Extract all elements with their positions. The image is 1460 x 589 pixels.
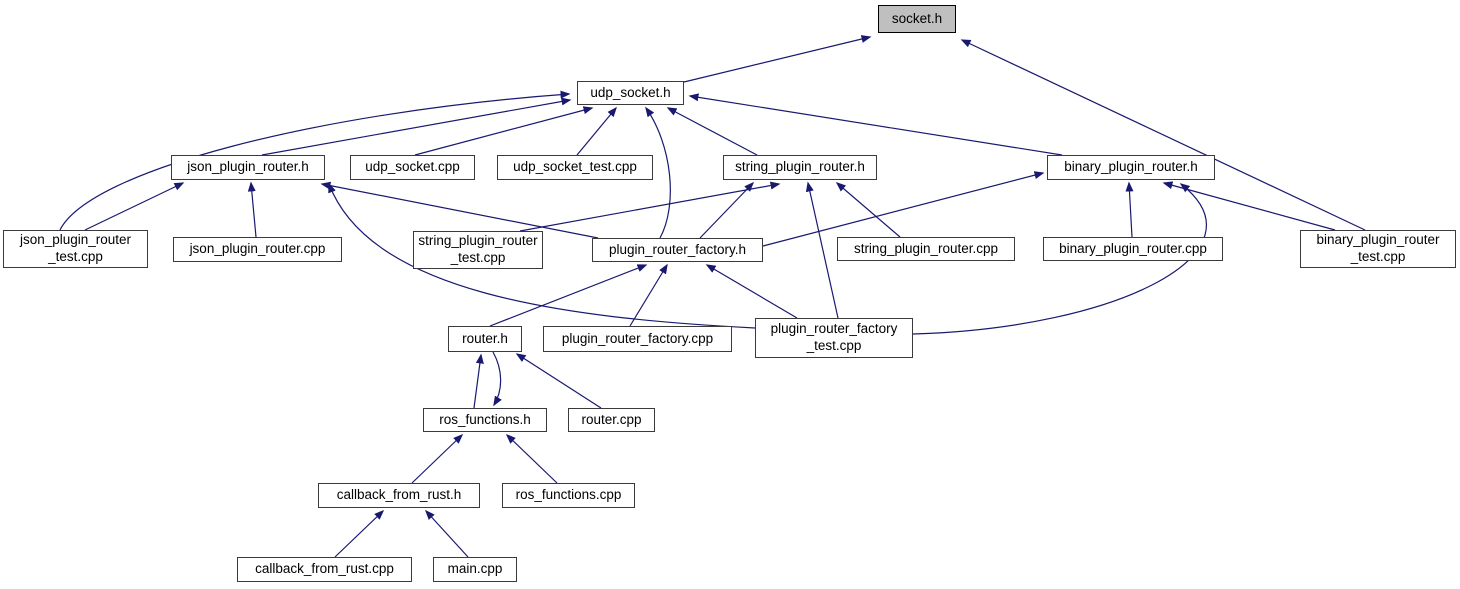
node-label: _test.cpp (48, 249, 103, 264)
edge-binary_plugin_router_cpp-to-binary_plugin_router_h (1129, 183, 1132, 237)
node-label: string_plugin_router.cpp (853, 240, 999, 256)
node-label: router.h (462, 330, 508, 346)
node-binary_plugin_router_test_cpp[interactable] (1300, 230, 1456, 268)
edge-plugin_router_factory_cpp-to-plugin_router_factory_h (630, 265, 667, 326)
node-socket_h[interactable] (878, 5, 956, 33)
edge-ros_functions_cpp-to-ros_functions_h (507, 435, 557, 483)
node-json_plugin_router_cpp[interactable] (173, 237, 342, 262)
node-binary_plugin_router_cpp[interactable] (1043, 237, 1223, 261)
edge-plugin_router_factory_h-to-string_plugin_router_h (700, 183, 753, 238)
edge-callback_from_rust_h-to-ros_functions_h (412, 435, 462, 483)
node-json_plugin_router_h[interactable] (171, 155, 325, 180)
edge-string_plugin_router_h-to-udp_socket_h (668, 108, 757, 155)
edge-binary_plugin_router_test_cpp-to-binary_plugin_router_h (1164, 183, 1335, 230)
node-plugin_router_factory_test_cpp[interactable] (755, 318, 913, 358)
node-label: callback_from_rust.cpp (255, 561, 394, 577)
node-plugin_router_factory_cpp[interactable] (543, 326, 732, 352)
edge-plugin_router_factory_h-to-json_plugin_router_h (322, 184, 598, 238)
edge-group (60, 37, 1365, 557)
node-label: plugin_router_factory.h (608, 241, 747, 257)
node-router_cpp[interactable] (568, 408, 655, 432)
node-label: _test.cpp (806, 338, 862, 353)
node-callback_from_rust_cpp[interactable] (237, 557, 412, 582)
node-udp_socket_cpp[interactable] (350, 155, 475, 180)
node-label: ros_functions.h (439, 411, 531, 427)
node-label: ros_functions.cpp (515, 487, 622, 503)
node-ros_functions_cpp[interactable] (502, 483, 635, 508)
node-udp_socket_h[interactable] (577, 81, 684, 105)
node-binary_plugin_router_h[interactable] (1047, 155, 1215, 180)
node-label: string_plugin_router.h (735, 159, 865, 175)
node-label: udp_socket_test.cpp (513, 159, 637, 175)
node-label: json_plugin_router.cpp (189, 241, 326, 257)
node-label: plugin_router_factory.cpp (561, 330, 714, 346)
edge-json_plugin_router_cpp-to-json_plugin_router_h (251, 183, 256, 237)
node-main_cpp[interactable] (433, 557, 517, 582)
node-label: string_plugin_router (418, 233, 538, 249)
node-router_h[interactable] (448, 326, 522, 352)
node-label: udp_socket.cpp (365, 159, 460, 175)
edge-router_h-to-ros_functions_h (493, 352, 501, 405)
node-label: binary_plugin_router (1316, 232, 1440, 248)
node-json_plugin_router_test_cpp[interactable] (3, 230, 148, 268)
edge-json_plugin_router_test_cpp-to-json_plugin_router_h (85, 183, 183, 230)
node-string_plugin_router_cpp[interactable] (837, 237, 1015, 261)
edge-main_cpp-to-callback_from_rust_h (426, 511, 468, 557)
node-label: binary_plugin_router.h (1064, 159, 1198, 175)
node-callback_from_rust_h[interactable] (318, 483, 480, 508)
edge-plugin_router_factory_test_cpp-to-string_plugin_router_h (808, 183, 838, 318)
node-label: router.cpp (581, 411, 642, 427)
node-label: udp_socket.h (590, 84, 671, 100)
node-label: json_plugin_router (19, 232, 132, 248)
edge-ros_functions_h-to-router_h (474, 355, 481, 408)
node-label: main.cpp (447, 561, 503, 577)
edge-binary_plugin_router_test_cpp-to-socket_h (962, 40, 1365, 230)
node-label: binary_plugin_router.cpp (1059, 240, 1207, 256)
edge-router_h-to-plugin_router_factory_h (490, 265, 646, 326)
node-udp_socket_test_cpp[interactable] (497, 155, 653, 180)
node-ros_functions_h[interactable] (423, 408, 547, 432)
edge-udp_socket_h-to-socket_h (684, 37, 870, 82)
edge-udp_socket_test_cpp-to-udp_socket_h (577, 108, 616, 155)
edge-router_cpp-to-router_h (517, 354, 601, 408)
edge-udp_socket_cpp-to-udp_socket_h (415, 108, 592, 155)
node-label: _test.cpp (1350, 249, 1406, 264)
node-string_plugin_router_h[interactable] (723, 155, 877, 180)
edge-plugin_router_factory_test_cpp-to-plugin_router_factory_h (707, 265, 797, 318)
node-label: _test.cpp (450, 250, 506, 265)
node-label: socket.h (891, 10, 943, 26)
edge-callback_from_rust_cpp-to-callback_from_rust_h (335, 511, 383, 557)
node-string_plugin_router_test_cpp[interactable] (413, 231, 543, 269)
node-label: plugin_router_factory (770, 321, 898, 337)
node-plugin_router_factory_h[interactable] (592, 238, 763, 262)
edge-binary_plugin_router_h-to-udp_socket_h (690, 96, 1062, 155)
node-label: json_plugin_router.h (187, 159, 309, 175)
edge-json_plugin_router_h-to-udp_socket_h (262, 100, 570, 155)
edge-string_plugin_router_test_cpp-to-string_plugin_router_h (520, 184, 779, 231)
node-label: callback_from_rust.h (336, 487, 462, 503)
edge-string_plugin_router_cpp-to-string_plugin_router_h (837, 183, 900, 237)
edge-plugin_router_factory_h-to-binary_plugin_router_h (763, 173, 1043, 246)
